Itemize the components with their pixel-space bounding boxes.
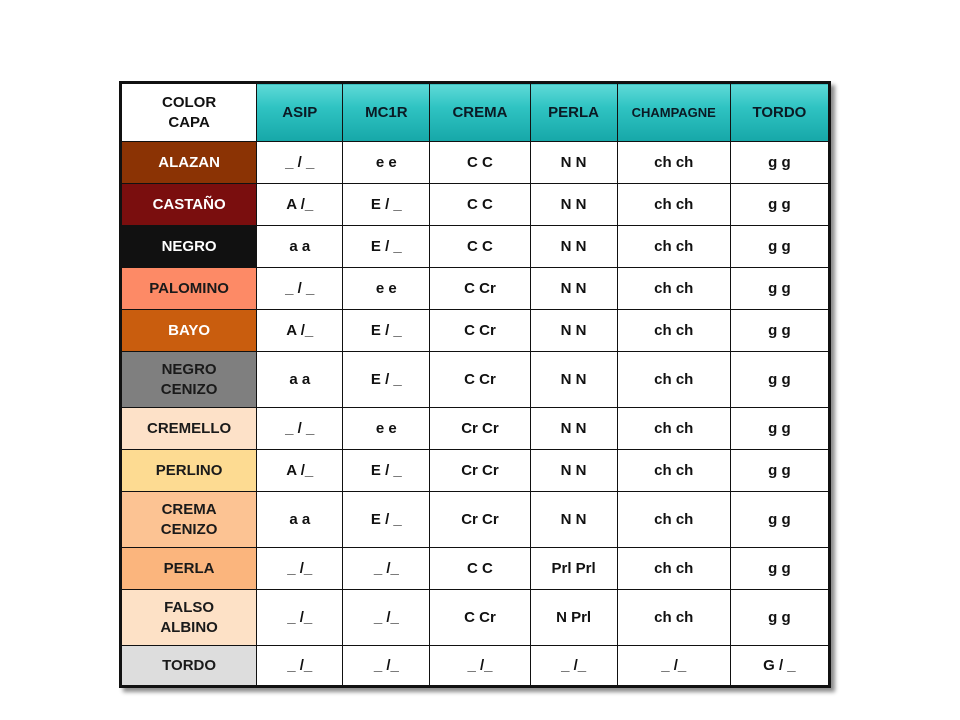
- genotype-cell-perla: N N: [530, 352, 617, 408]
- coat-color-label: PALOMINO: [149, 279, 229, 297]
- genotype-cell-tordo: g g: [730, 310, 829, 352]
- coat-color-cell: [121, 226, 257, 268]
- genotype-cell-perla: N N: [530, 450, 617, 492]
- genotype-cell-perla: N N: [530, 408, 617, 450]
- genotype-cell-crema: C Cr: [430, 310, 530, 352]
- genotype-cell-mc1r: E / _: [343, 310, 430, 352]
- table-row: [121, 310, 830, 352]
- genotype-cell-champagne: ch ch: [617, 226, 730, 268]
- genotype-cell-perla: N N: [530, 310, 617, 352]
- genotype-cell-crema: C C: [430, 548, 530, 590]
- genotype-cell-asip: _ / _: [257, 408, 343, 450]
- genotype-cell-asip: _ / _: [257, 142, 343, 184]
- genotype-cell-crema: C C: [430, 142, 530, 184]
- genotype-cell-champagne: ch ch: [617, 450, 730, 492]
- genotype-cell-perla: _ /_: [530, 646, 617, 687]
- coat-color-cell: [121, 142, 257, 184]
- genotype-cell-perla: Prl Prl: [530, 548, 617, 590]
- coat-color-label: TORDO: [162, 656, 217, 674]
- genotype-cell-tordo: g g: [730, 226, 829, 268]
- genotype-cell-tordo: g g: [730, 268, 829, 310]
- column-header-asip: ASIP: [257, 83, 343, 142]
- coat-color-label: FALSO ALBINO: [160, 598, 218, 636]
- genotype-cell-perla: N N: [530, 226, 617, 268]
- genotype-cell-mc1r: _ /_: [343, 548, 430, 590]
- coat-color-genetics-table: [119, 81, 831, 688]
- coat-color-label: ALAZAN: [158, 153, 220, 171]
- coat-color-cell: [121, 408, 257, 450]
- genotype-cell-tordo: g g: [730, 142, 829, 184]
- genotype-cell-mc1r: e e: [343, 142, 430, 184]
- coat-color-cell: [121, 492, 257, 548]
- genotype-cell-tordo: g g: [730, 450, 829, 492]
- coat-color-cell: [121, 450, 257, 492]
- coat-color-cell: [121, 646, 257, 687]
- coat-color-cell: [121, 184, 257, 226]
- genotype-cell-tordo: g g: [730, 184, 829, 226]
- coat-color-cell: [121, 310, 257, 352]
- column-header-perla: PERLA: [530, 83, 617, 142]
- genotype-cell-asip: A /_: [257, 310, 343, 352]
- table-row: [121, 352, 830, 408]
- table-row: [121, 492, 830, 548]
- table-row: [121, 142, 830, 184]
- column-header-mc1r: MC1R: [343, 83, 430, 142]
- genotype-cell-asip: _ /_: [257, 548, 343, 590]
- genotype-cell-mc1r: _ /_: [343, 590, 430, 646]
- genotype-cell-crema: Cr Cr: [430, 450, 530, 492]
- genotype-cell-champagne: _ /_: [617, 646, 730, 687]
- column-header-champagne: CHAMPAGNE: [617, 83, 730, 142]
- table-row: [121, 548, 830, 590]
- genotype-cell-asip: a a: [257, 492, 343, 548]
- genotype-cell-mc1r: E / _: [343, 450, 430, 492]
- genotype-cell-crema: C Cr: [430, 268, 530, 310]
- genotype-cell-asip: A /_: [257, 450, 343, 492]
- genotype-cell-mc1r: e e: [343, 268, 430, 310]
- genotype-cell-crema: C Cr: [430, 590, 530, 646]
- coat-color-label: CREMELLO: [147, 419, 232, 437]
- coat-color-label: BAYO: [168, 321, 211, 339]
- genotype-cell-asip: a a: [257, 352, 343, 408]
- coat-color-cell: [121, 548, 257, 590]
- genotype-cell-perla: N N: [530, 142, 617, 184]
- genotype-cell-crema: Cr Cr: [430, 408, 530, 450]
- table-row: [121, 450, 830, 492]
- coat-color-label: CASTAÑO: [152, 195, 226, 213]
- genotype-cell-mc1r: E / _: [343, 226, 430, 268]
- genotype-cell-champagne: ch ch: [617, 408, 730, 450]
- genotype-cell-tordo: g g: [730, 590, 829, 646]
- column-header-crema: CREMA: [430, 83, 530, 142]
- genotype-cell-crema: C C: [430, 184, 530, 226]
- genotype-cell-asip: _ /_: [257, 646, 343, 687]
- genotype-cell-champagne: ch ch: [617, 352, 730, 408]
- coat-color-cell: [121, 268, 257, 310]
- table-row: [121, 226, 830, 268]
- table-row: [121, 268, 830, 310]
- genotype-cell-crema: _ /_: [430, 646, 530, 687]
- color-capa-header: COLOR CAPA: [121, 83, 257, 142]
- genotype-cell-tordo: g g: [730, 408, 829, 450]
- table-row: [121, 408, 830, 450]
- coat-color-label: PERLA: [163, 559, 215, 577]
- genotype-cell-champagne: ch ch: [617, 310, 730, 352]
- coat-color-label: NEGRO CENIZO: [160, 360, 218, 398]
- coat-color-cell: [121, 352, 257, 408]
- table-row: [121, 184, 830, 226]
- genotype-cell-asip: A /_: [257, 184, 343, 226]
- genotype-cell-champagne: ch ch: [617, 184, 730, 226]
- genotype-cell-perla: N N: [530, 492, 617, 548]
- genotype-cell-asip: _ /_: [257, 590, 343, 646]
- genotype-cell-crema: C C: [430, 226, 530, 268]
- header-row: [121, 83, 830, 142]
- coat-color-label: NEGRO: [161, 237, 217, 255]
- genotype-cell-champagne: ch ch: [617, 142, 730, 184]
- genotype-cell-mc1r: E / _: [343, 184, 430, 226]
- table-header: [121, 83, 830, 142]
- genotype-cell-perla: N N: [530, 184, 617, 226]
- genotype-cell-tordo: g g: [730, 352, 829, 408]
- column-header-tordo: TORDO: [730, 83, 829, 142]
- genotype-cell-mc1r: E / _: [343, 492, 430, 548]
- genotype-cell-asip: a a: [257, 226, 343, 268]
- genotype-cell-perla: N Prl: [530, 590, 617, 646]
- genotype-cell-tordo: G / _: [730, 646, 829, 687]
- coat-color-label: PERLINO: [155, 461, 223, 479]
- genotype-cell-champagne: ch ch: [617, 548, 730, 590]
- table-row: [121, 590, 830, 646]
- genotype-cell-mc1r: E / _: [343, 352, 430, 408]
- coat-color-label: CREMA CENIZO: [160, 500, 218, 538]
- genotype-cell-asip: _ / _: [257, 268, 343, 310]
- genotype-cell-mc1r: e e: [343, 408, 430, 450]
- table-row: [121, 646, 830, 687]
- genotype-cell-tordo: g g: [730, 492, 829, 548]
- genotype-cell-champagne: ch ch: [617, 492, 730, 548]
- genotype-cell-tordo: g g: [730, 548, 829, 590]
- genotype-cell-crema: C Cr: [430, 352, 530, 408]
- genotype-cell-champagne: ch ch: [617, 590, 730, 646]
- genotype-cell-perla: N N: [530, 268, 617, 310]
- genotype-cell-champagne: ch ch: [617, 268, 730, 310]
- genotype-cell-crema: Cr Cr: [430, 492, 530, 548]
- coat-color-cell: [121, 590, 257, 646]
- table-body: [121, 142, 830, 687]
- genotype-cell-mc1r: _ /_: [343, 646, 430, 687]
